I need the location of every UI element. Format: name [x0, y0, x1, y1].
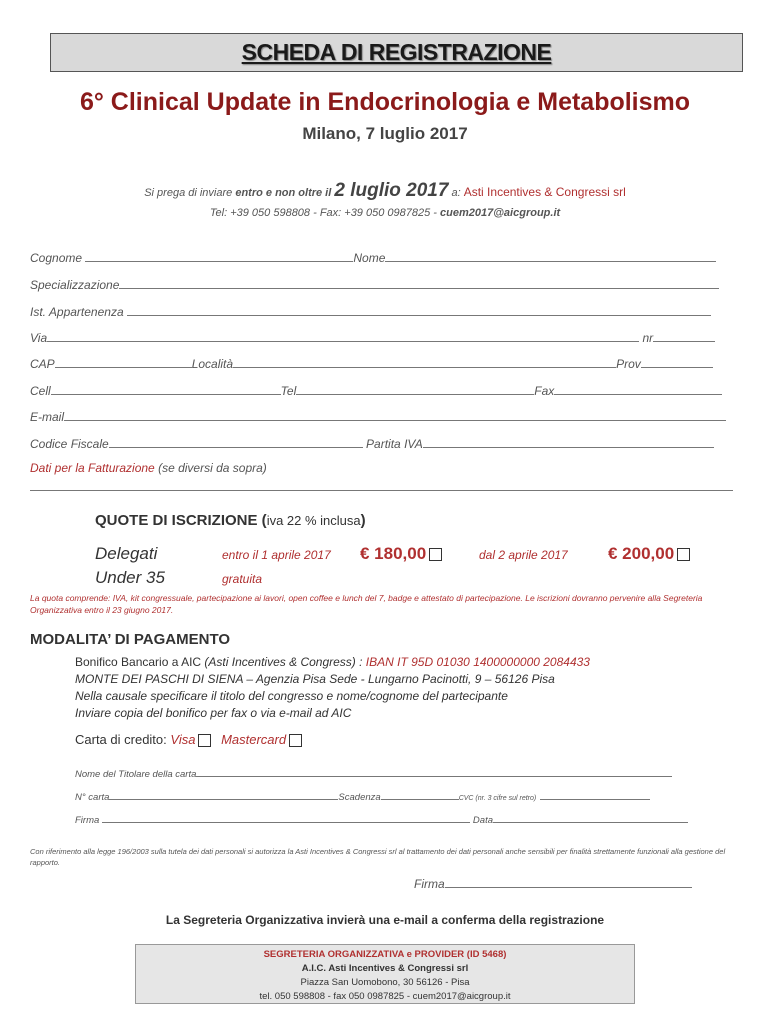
late-option[interactable]: [608, 544, 690, 564]
visa-checkbox[interactable]: [198, 734, 211, 747]
cvc-label: CVC (nr. 3 cifre sul retro): [458, 795, 537, 802]
expiry-label: Scadenza: [338, 792, 381, 803]
payment-title: MODALITA’ DI PAGAMENTO: [30, 631, 231, 648]
bank-pre: Bonifico Bancario a AIC: [75, 655, 205, 669]
row-specializzazione: [30, 277, 735, 292]
vat-note: iva 22 % inclusa: [266, 513, 361, 528]
footer-box: [135, 944, 635, 1004]
event-location-date: Milano, 7 luglio 2017: [302, 124, 468, 143]
row-cap: [30, 356, 735, 371]
via-label: Via: [30, 331, 48, 345]
email-label: E-mail: [30, 410, 65, 424]
cvc-field[interactable]: [540, 790, 650, 800]
bank-iban: IBAN IT 95D 01030 1400000000 2084433: [365, 655, 590, 669]
visa-label: Visa: [170, 732, 196, 747]
row-email: [30, 409, 735, 424]
quote-title: QUOTE DI ISCRIZIONE (iva 22 % inclusa): [95, 512, 366, 529]
prov-field[interactable]: [641, 356, 713, 368]
confirmation-note: La Segreteria Organizzativa invierà una e-mail a conferma della registrazione: [165, 913, 605, 927]
send-contacts: [0, 207, 770, 219]
fatturazione-note: (se diversi da sopra): [158, 461, 267, 475]
bank-org: (Asti Incentives & Congress) :: [204, 655, 366, 669]
row-holder: [75, 767, 672, 780]
card-choice: [75, 732, 302, 747]
card-no-label: N° carta: [75, 792, 110, 803]
card-sign-field[interactable]: [102, 813, 470, 823]
card-label: Carta di credito:: [75, 732, 167, 747]
cognome-label: Cognome: [30, 251, 83, 265]
cell-field[interactable]: [51, 383, 281, 395]
early-price: € 180,00: [360, 544, 427, 563]
fax-field[interactable]: [554, 383, 722, 395]
footer-line1: SEGRETERIA ORGANIZZATIVA e PROVIDER (ID 5468): [263, 949, 507, 960]
send-to-label: a:: [451, 187, 461, 199]
cell-label: Cell: [30, 384, 51, 398]
prov-label: Prov: [616, 357, 641, 371]
row-ist: [30, 304, 735, 319]
form-title: SCHEDA DI REGISTRAZIONE: [241, 39, 552, 65]
event-title: 6° Clinical Update in Endocrinologia e Metabolismo: [79, 88, 691, 116]
quote-note: La quota comprende: IVA, kit congressuale, partecipazione ai lavori, open coffee e lunch del 7, badge e attestato di partecipazione. Le iscrizioni dovranno pervenire alla Segreteria Organizzativa entro il 23 giugno 2017.: [30, 593, 703, 615]
row-card: [75, 790, 650, 803]
bank-causale: Nella causale specificare il titolo del congresso e nome/cognome del partecipante: [75, 689, 508, 703]
mastercard-checkbox[interactable]: [289, 734, 302, 747]
piva-field[interactable]: [423, 436, 714, 448]
email-field[interactable]: [64, 409, 726, 421]
under35-price: gratuita: [222, 572, 263, 586]
bank-name: MONTE DEI PASCHI DI SIENA – Agenzia Pisa Sede - Lungarno Pacinotti, 9 – 56126 Pisa: [75, 672, 555, 686]
early-label: entro il 1 aprile 2017: [222, 548, 331, 562]
holder-field[interactable]: [196, 767, 672, 777]
footer-line3: Piazza San Uomobono, 30 56126 - Pisa: [300, 977, 470, 988]
fatturazione-title: Dati per la Fatturazione: [30, 461, 155, 475]
row-contacts: [30, 383, 735, 398]
ist-label: Ist. Appartenenza: [30, 305, 124, 319]
late-label: dal 2 aprile 2017: [479, 548, 568, 562]
via-field[interactable]: [47, 330, 639, 342]
cognome-field[interactable]: [85, 250, 353, 262]
early-checkbox[interactable]: [429, 548, 442, 561]
form-banner: [50, 33, 743, 72]
send-mid: entro e non oltre il: [235, 187, 332, 199]
ist-field[interactable]: [127, 304, 711, 316]
fatturazione-field[interactable]: [30, 490, 733, 491]
early-option[interactable]: [360, 544, 442, 564]
quote-heading: QUOTE DI ISCRIZIONE: [95, 512, 258, 529]
row-sign: [75, 813, 688, 826]
localita-label: Località: [191, 357, 234, 371]
card-sign-label: Firma: [75, 815, 100, 826]
card-date-label: Data: [472, 815, 493, 826]
signature-row: [414, 876, 692, 891]
send-deadline: 2 luglio 2017: [334, 180, 449, 201]
localita-field[interactable]: [233, 356, 616, 368]
send-pre: Si prega di inviare: [144, 187, 233, 199]
bank-copia: Inviare copia del bonifico per fax o via e-mail ad AIC: [75, 706, 352, 720]
nome-field[interactable]: [385, 250, 716, 262]
nr-label: nr: [642, 331, 654, 345]
privacy-note: Con riferimento alla legge 196/2003 sulla tutela dei dati personali si autorizza la Asti Incentives & Congressi srl al trattamento dei dati personali anche sensibili per finalità strettamente funzionali alla gestione del rapporto.: [30, 847, 726, 867]
card-date-field[interactable]: [493, 813, 688, 823]
under35-label: Under 35: [95, 568, 165, 587]
bank-transfer: [75, 655, 590, 669]
card-no-field[interactable]: [109, 790, 338, 800]
send-instructions: [0, 180, 770, 202]
specializzazione-label: Specializzazione: [30, 278, 120, 292]
nr-field[interactable]: [653, 330, 715, 342]
contacts-email: cuem2017@aicgroup.it: [440, 207, 561, 219]
tel-field[interactable]: [296, 383, 534, 395]
signature-field[interactable]: [445, 876, 692, 888]
mastercard-label: Mastercard: [221, 732, 287, 747]
contacts-text: Tel: +39 050 598808 - Fax: +39 050 0987825 -: [209, 207, 440, 219]
cap-field[interactable]: [55, 356, 192, 368]
late-price: € 200,00: [608, 544, 675, 563]
fax-label: Fax: [534, 384, 555, 398]
row-fiscal: [30, 436, 735, 451]
cf-label: Codice Fiscale: [30, 437, 109, 451]
expiry-field[interactable]: [381, 790, 459, 800]
holder-label: Nome del Titolare della carta: [75, 769, 197, 780]
row-name: [30, 250, 735, 265]
footer-line4: tel. 050 598808 - fax 050 0987825 - cuem2017@aicgroup.it: [259, 991, 511, 1002]
fatturazione-label: [30, 461, 267, 475]
late-checkbox[interactable]: [677, 548, 690, 561]
footer-line2: A.I.C. Asti Incentives & Congressi srl: [301, 963, 469, 974]
nome-label: Nome: [353, 251, 386, 265]
cf-field[interactable]: [109, 436, 363, 448]
tel-label: Tel: [280, 384, 297, 398]
row-via: [30, 330, 735, 345]
delegati-label: Delegati: [95, 544, 158, 563]
specializzazione-field[interactable]: [119, 277, 719, 289]
signature-label: Firma: [414, 877, 445, 891]
cap-label: CAP: [30, 357, 55, 371]
send-recipient: Asti Incentives & Congressi srl: [463, 185, 626, 199]
piva-label: Partita IVA: [366, 437, 423, 451]
